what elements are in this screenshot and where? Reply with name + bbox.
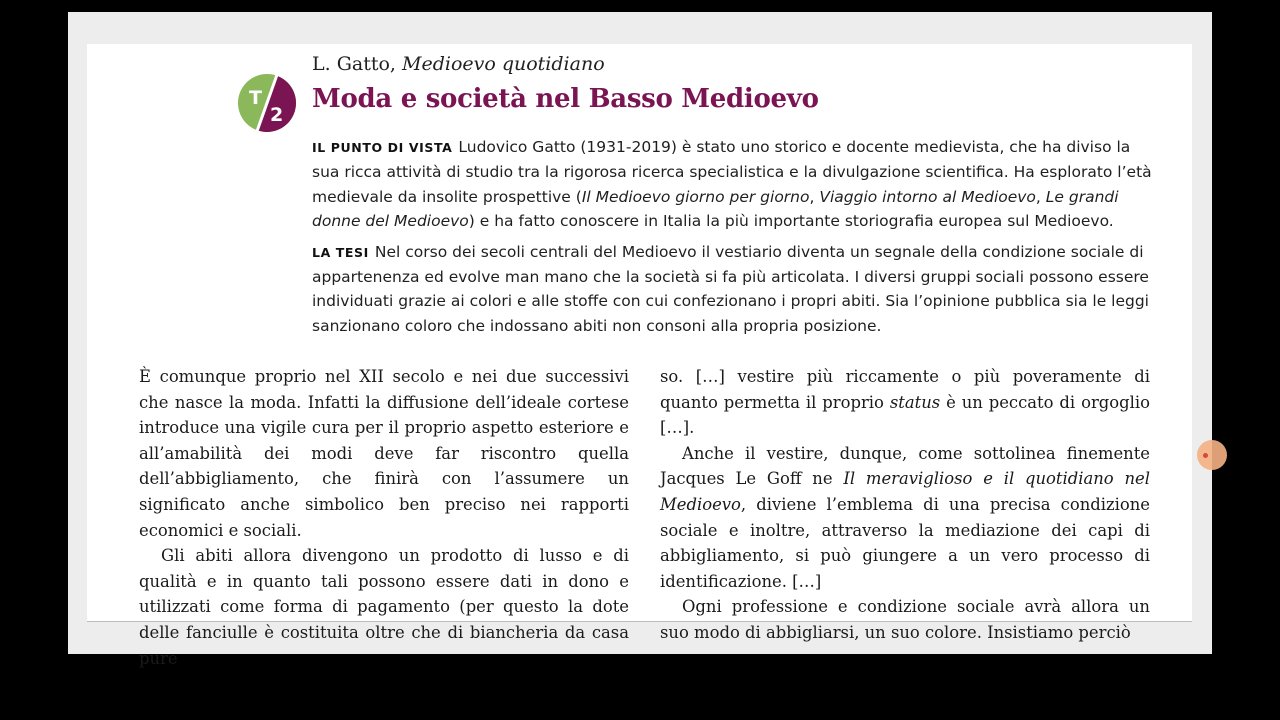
punto-text-a: Ludovico Gatto (1931-2019) è stato uno storico e docente medievista, che ha diviso la sua ricca attività di studio tra la rigorosa ricerca specialistica e la divulgazione scientifica. Ha esplorato l’età medievale da insolite prospettive ( <box>312 138 1152 206</box>
body-column-left <box>139 364 629 671</box>
floating-pointer-button[interactable] <box>1197 440 1227 470</box>
page-title: Moda e società nel Basso Medioevo <box>312 84 819 114</box>
text-number-badge <box>238 74 296 132</box>
work-title-2: Viaggio intorno al Medioevo <box>819 187 1036 206</box>
author-line <box>312 53 605 75</box>
punto-di-vista-paragraph <box>312 135 1152 234</box>
body-paragraph-1: È comunque proprio nel XII secolo e nei due successivi che nasce la moda. Infatti la diffusione dell’ideale cortese introduce una vigile cura per il proprio aspetto esteriore e all’amabilità dei modi deve far riscontro quella dell’abbigliamento, che finirà con l’assumere un significato anche simbolico ben preciso nei rapporti economici e sociali. <box>139 367 629 540</box>
p4-text-a: Anche il vestire, dunque, come sottolinea finemente Jacques Le Goff ne <box>660 443 1150 489</box>
body-paragraph-4 <box>660 441 1150 595</box>
status-word: status <box>889 392 941 412</box>
badge-number: 2 <box>270 104 284 126</box>
punto-di-vista-label: IL PUNTO DI VISTA <box>312 140 453 155</box>
p3-text-a: so. […] vestire più riccamente o più poveramente di quanto permetta il proprio <box>660 367 1150 412</box>
punto-text-b: ) e ha fatto conoscere in Italia la più importante storiografia europea sul Medioevo. <box>468 212 1114 231</box>
body-column-right <box>660 364 1150 646</box>
le-goff-work-title: Il meraviglioso e il quotidiano nel Medioevo <box>660 469 1150 514</box>
body-paragraph-5: Ogni professione e condizione sociale avrà allora un suo modo di abbigliarsi, un suo colore. Insistiamo perciò <box>660 597 1150 642</box>
intro-box <box>312 135 1152 344</box>
la-tesi-text: Nel corso dei secoli centrali del Medioevo il vestiario diventa un segnale della condizione sociale di appartenenza ed evolve man mano che la società si fa più articolata. I diversi gruppi sociali possono essere individuati grazie ai colori e alle stoffe con cui confezionano i propri abiti. Sia l’opinione pubblica sia le leggi sanzionano coloro che indossano abiti non consoni alla propria posizione. <box>312 242 1149 335</box>
badge-letter: T <box>249 87 262 109</box>
body-paragraph-3 <box>660 364 1150 441</box>
p4-text-b: , diviene l’emblema di una precisa condizione sociale e inoltre, attraverso la mediazione dei capi di abbigliamento, si può giungere a un vero processo di identificazione. […] <box>660 494 1150 591</box>
separator-2: , <box>1035 187 1046 206</box>
work-title-1: Il Medioevo giorno per giorno <box>581 187 810 206</box>
separator-1: , <box>809 187 820 206</box>
work-title-3: Le grandi donne del Medioevo <box>312 187 1119 231</box>
author-name: L. Gatto, <box>312 53 396 75</box>
body-paragraph-2: Gli abiti allora divengono un prodotto di lusso e di qualità e in quanto tali possono essere dati in dono e utilizzati come forma di pagamento (per questo la dote delle fanciulle è costituita oltre che di biancheria da casa pure <box>139 546 629 668</box>
book-title: Medioevo quotidiano <box>402 53 605 75</box>
la-tesi-label: LA TESI <box>312 244 369 260</box>
p3-text-b: è un peccato di orgoglio […]. <box>660 392 1150 438</box>
la-tesi-paragraph <box>312 240 1152 339</box>
